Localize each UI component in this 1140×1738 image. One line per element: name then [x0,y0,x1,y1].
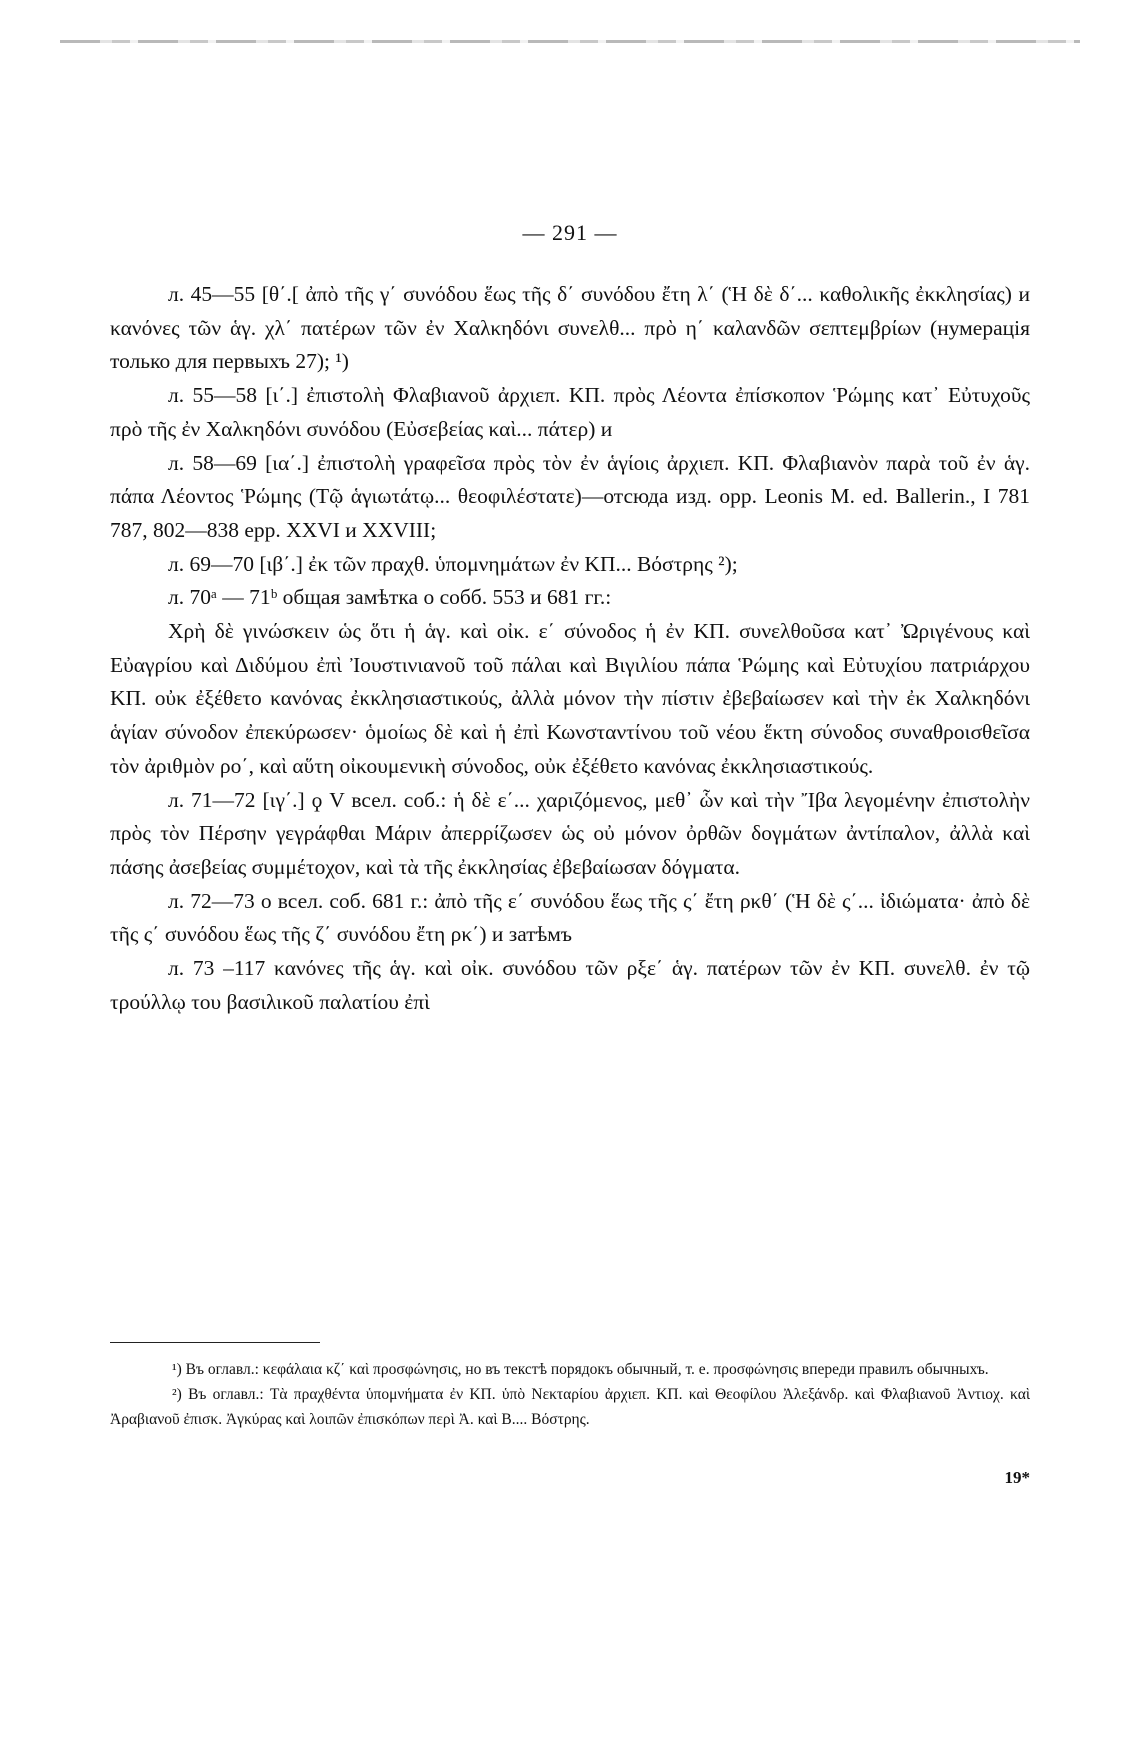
paragraph: л. 55—58 [ι΄.] ἐπιστολὴ Φλαβιανοῦ ἀρχιεπ. ΚΠ. πρὸς Λέοντα ἐπίσκοπον Ῥώμης κατ᾽ Εὐτυχοῦς πρὸ τῆς ἐν Χαλκηδόνι συνόδου (Εὐσεβείας καὶ... πάτερ) и [110,383,1030,441]
paragraph: л. 71—72 [ιγ΄.] ϙ V всел. соб.: ἡ δὲ ε΄... χαριζόμενος, μεθ᾽ ὧν καὶ τὴν Ἴβα λεγομένην ἐπιστολὴν πρὸς τὸν Πέρσην γεγράφθαι Μάριν ἀπερρίζωσεν ὡς οὐ μόνον ὀρθῶν δογμάτων ἀντίπαλον, ἀλλὰ καὶ πάσης ἀσεβείας συμμέτοχον, καὶ τὰ τῆς ἐκκλησίας ἐβεβαίωσαν δόγματα. [110,787,1030,879]
paragraph: л. 69—70 [ιβ΄.] ἐκ τῶν πραχθ. ὑπομνημάτων ἐν ΚΠ... Βόστρης ²); [168,551,738,576]
paragraph: л. 72—73 о всел. соб. 681 г.: ἀπὸ τῆς ε΄ συνόδου ἕως τῆς ς΄ ἔτη ρκθ΄ (Ἡ δὲ ς΄... ἰδιώματα· ἀπὸ δὲ τῆς ς΄ συνόδου ἕως τῆς ζ΄ συνόδου ἔτη ρκ΄) и затѣмъ [110,888,1030,947]
signature-mark: 19* [1004,1468,1030,1487]
paragraph: л. 73 –117 κανόνες τῆς ἁγ. καὶ οἰκ. συνόδου τῶν ρξε΄ ἁγ. πατέρων τῶν ἐν ΚΠ. συνελθ. ἐν τῷ τρούλλῳ του βασιλικοῦ παλατίου ἐπὶ [110,956,1030,1014]
page-number: — 291 — [522,220,618,245]
footnote-rule [110,1342,320,1343]
main-text [110,278,1030,1019]
paragraph: Χρὴ δὲ γινώσκειν ὡς ὅτι ἡ ἁγ. καὶ οἰκ. ε΄ σύνοδος ἡ ἐν ΚΠ. συνελθοῦσα κατ᾽ Ὠριγένους καὶ Εὐαγρίου καὶ Διδύμου ἐπὶ Ἰουστινιανοῦ τοῦ πάλαι καὶ Βιγιλίου πάπα Ῥώμης καὶ Εὐτυχίου πατριάρχου ΚΠ. οὐκ ἐξέθετο κανόνας ἐκκλησιαστικούς, ἀλλὰ μόνον τὴν πίστιν ἐβεβαίωσεν καὶ τὴν ἐκ Χαλκηδόνι ἁγίαν σύνοδον ἐπεκύρωσεν· ὁμοίως δὲ καὶ ἡ ἐπὶ Κωνσταντίνου τοῦ νέου ἕκτη σύνοδος συναθροισθεῖσα τὸν ἀριθμὸν ρο΄, καὶ αὕτη οἰκουμενικὴ σύνοδος, οὐκ ἐξέθετο κανόνας ἐκκλησιαστικούς. [110,619,1030,778]
paragraph: л. 70ᵃ — 71ᵇ общая замѣтка о собб. 553 и 681 гг.: [168,585,612,610]
paragraph: л. 45—55 [θ΄.[ ἀπὸ τῆς γ΄ συνόδου ἕως τῆς δ΄ συνόδου ἔτη λ΄ (Ἡ δὲ δ΄... καθολικῆς ἐκκλησίας) и κανόνες τῶν ἁγ. χλ΄ πατέρων τῶν ἐν Χαλκηδόνι συνελθ... πρὸ η΄ καλανδῶν σεπτεμβρίων (нумерація только для первыхъ 27); ¹) [110,282,1030,374]
footnote: ¹) Въ оглавл.: κεφάλαια κζ΄ καὶ προσφώνησις, но въ текстѣ порядокъ обычный, т. е. προσφώνησις впереди правилъ обычныхъ. [172,1361,989,1378]
footnotes [110,1342,1030,1432]
page-body [110,220,1030,1019]
footnote: ²) Въ оглавл.: Τὰ πραχθέντα ὑπομνήματα ἐν ΚΠ. ὑπὸ Νεκταρίου ἀρχιεπ. ΚΠ. καὶ Θεοφίλου Ἀλεξάνδρ. καὶ Φλαβιανοῦ Ἀντιοχ. καὶ Ἀραβιανοῦ ἐπισκ. Ἀγκύρας καὶ λοιπῶν ἐπισκόπων περὶ Ἀ. καὶ Β.... Βόστρης. [110,1386,1030,1428]
paragraph: л. 58—69 [ια΄.] ἐπιστολὴ γραφεῖσα πρὸς τὸν ἐν ἁγίοις ἀρχιεπ. ΚΠ. Φλαβιανὸν παρὰ τοῦ ἐν ἁγ. πάπα Λέοντος Ῥώμης (Τῷ ἁγιωτάτῳ... θεοφιλέστατε)—отсюда изд. opp. Leonis M. ed. Ballerin., I 781 787, 802—838 epp. XXVI и XXVIII; [110,450,1030,542]
scan-top-edge [60,40,1080,43]
